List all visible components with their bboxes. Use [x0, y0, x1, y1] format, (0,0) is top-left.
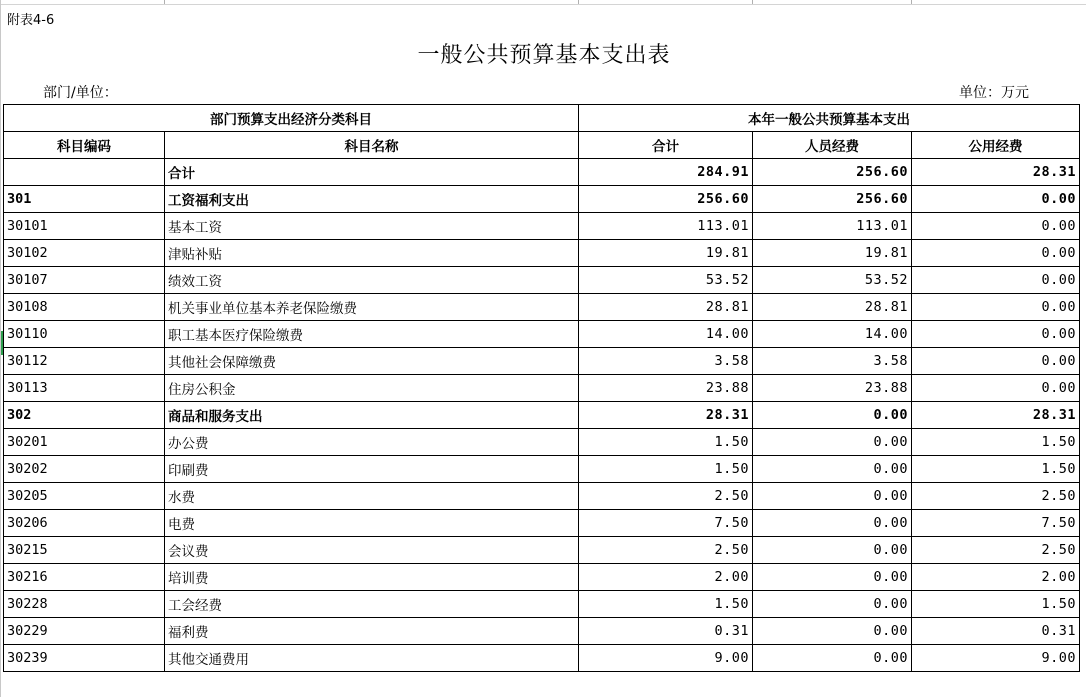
- column-divider: [164, 0, 165, 4]
- table-row: [4, 267, 1080, 294]
- cell-total[interactable]: 2.00: [579, 564, 753, 591]
- cell-name[interactable]: 其他社会保障缴费: [165, 348, 579, 375]
- cell-total[interactable]: 28.81: [579, 294, 753, 321]
- cell-name[interactable]: 培训费: [165, 564, 579, 591]
- column-header-total[interactable]: 合计: [579, 132, 753, 159]
- cell-personnel[interactable]: 0.00: [753, 483, 912, 510]
- table-row: [4, 186, 1080, 213]
- column-divider: [578, 0, 579, 4]
- table-group-header-row: [4, 105, 1080, 132]
- cell-total[interactable]: 2.50: [579, 483, 753, 510]
- cell-total[interactable]: 23.88: [579, 375, 753, 402]
- cell-code[interactable]: 30202: [4, 456, 165, 483]
- cell-code[interactable]: 30216: [4, 564, 165, 591]
- cell-public[interactable]: 0.00: [912, 294, 1080, 321]
- cell-total[interactable]: 14.00: [579, 321, 753, 348]
- cell-public[interactable]: 7.50: [912, 510, 1080, 537]
- cell-code[interactable]: 301: [4, 186, 165, 213]
- cell-public[interactable]: 0.31: [912, 618, 1080, 645]
- column-header-personnel[interactable]: 人员经费: [753, 132, 912, 159]
- cell-code[interactable]: 30206: [4, 510, 165, 537]
- unit-label: 单位：万元: [959, 85, 1029, 101]
- cell-name[interactable]: 电费: [165, 510, 579, 537]
- cell-personnel[interactable]: 0.00: [753, 456, 912, 483]
- cell-code[interactable]: 30110: [4, 321, 165, 348]
- cell-public[interactable]: 1.50: [912, 456, 1080, 483]
- table-row: [4, 240, 1080, 267]
- table-row: [4, 456, 1080, 483]
- table-row: [4, 483, 1080, 510]
- cell-public[interactable]: 28.31: [912, 402, 1080, 429]
- cell-personnel[interactable]: 0.00: [753, 429, 912, 456]
- cell-name[interactable]: 办公费: [165, 429, 579, 456]
- cell-total[interactable]: 256.60: [579, 186, 753, 213]
- cell-name[interactable]: 商品和服务支出: [165, 402, 579, 429]
- attachment-label: 附表4-6: [7, 13, 55, 28]
- cell-name[interactable]: 会议费: [165, 537, 579, 564]
- cell-public[interactable]: 0.00: [912, 321, 1080, 348]
- cell-public[interactable]: 0.00: [912, 240, 1080, 267]
- table-row: [4, 564, 1080, 591]
- cell-public[interactable]: 28.31: [912, 159, 1080, 186]
- cell-personnel[interactable]: 113.01: [753, 213, 912, 240]
- cell-public[interactable]: 0.00: [912, 213, 1080, 240]
- cell-personnel[interactable]: 0.00: [753, 618, 912, 645]
- cell-code[interactable]: 30102: [4, 240, 165, 267]
- cell-personnel[interactable]: 256.60: [753, 186, 912, 213]
- table-row: [4, 348, 1080, 375]
- budget-table: [3, 104, 1080, 672]
- cell-total[interactable]: 284.91: [579, 159, 753, 186]
- cell-personnel[interactable]: 53.52: [753, 267, 912, 294]
- cell-name[interactable]: 工会经费: [165, 591, 579, 618]
- cell-name[interactable]: 机关事业单位基本养老保险缴费: [165, 294, 579, 321]
- cell-public[interactable]: 1.50: [912, 591, 1080, 618]
- cell-public[interactable]: 2.50: [912, 537, 1080, 564]
- cell-code[interactable]: 30205: [4, 483, 165, 510]
- table-row: [4, 618, 1080, 645]
- column-header-code[interactable]: 科目编码: [4, 132, 165, 159]
- table-row: [4, 375, 1080, 402]
- cell-personnel[interactable]: 0.00: [753, 591, 912, 618]
- cell-public[interactable]: 2.50: [912, 483, 1080, 510]
- cell-public[interactable]: 2.00: [912, 564, 1080, 591]
- cell-total[interactable]: 0.31: [579, 618, 753, 645]
- cell-name[interactable]: 其他交通费用: [165, 645, 579, 672]
- table-row: [4, 645, 1080, 672]
- table-row: [4, 510, 1080, 537]
- cell-public[interactable]: 0.00: [912, 267, 1080, 294]
- cell-total[interactable]: 7.50: [579, 510, 753, 537]
- cell-total[interactable]: 28.31: [579, 402, 753, 429]
- cell-personnel[interactable]: 0.00: [753, 564, 912, 591]
- group-header-basic-expenditure[interactable]: 本年一般公共预算基本支出: [579, 105, 1080, 132]
- cell-code[interactable]: 30239: [4, 645, 165, 672]
- table-row: [4, 402, 1080, 429]
- table-row: [4, 537, 1080, 564]
- cell-code[interactable]: 30108: [4, 294, 165, 321]
- column-header-name[interactable]: 科目名称: [165, 132, 579, 159]
- cell-total[interactable]: 1.50: [579, 429, 753, 456]
- cell-public[interactable]: 0.00: [912, 375, 1080, 402]
- cell-total[interactable]: 53.52: [579, 267, 753, 294]
- cell-code[interactable]: 30101: [4, 213, 165, 240]
- cell-name[interactable]: 水费: [165, 483, 579, 510]
- cell-code[interactable]: 30201: [4, 429, 165, 456]
- cell-public[interactable]: 1.50: [912, 429, 1080, 456]
- page-title: 一般公共预算基本支出表: [417, 43, 671, 68]
- cell-total[interactable]: 3.58: [579, 348, 753, 375]
- cell-name[interactable]: 工资福利支出: [165, 186, 579, 213]
- table-column-header-row: [4, 132, 1080, 159]
- cell-personnel[interactable]: 0.00: [753, 510, 912, 537]
- cell-name[interactable]: 住房公积金: [165, 375, 579, 402]
- cell-personnel[interactable]: 0.00: [753, 537, 912, 564]
- column-header-public[interactable]: 公用经费: [912, 132, 1080, 159]
- cell-personnel[interactable]: 23.88: [753, 375, 912, 402]
- cell-code[interactable]: 30113: [4, 375, 165, 402]
- group-header-classification[interactable]: 部门预算支出经济分类科目: [4, 105, 579, 132]
- cell-code[interactable]: 30107: [4, 267, 165, 294]
- cell-name[interactable]: 基本工资: [165, 213, 579, 240]
- cell-total[interactable]: 113.01: [579, 213, 753, 240]
- cell-code[interactable]: 302: [4, 402, 165, 429]
- table-row: [4, 429, 1080, 456]
- cell-total[interactable]: 9.00: [579, 645, 753, 672]
- table-row: [4, 294, 1080, 321]
- cell-code[interactable]: 30229: [4, 618, 165, 645]
- column-divider: [911, 0, 912, 4]
- cell-code[interactable]: [4, 159, 165, 186]
- cell-public[interactable]: 9.00: [912, 645, 1080, 672]
- column-divider: [752, 0, 753, 4]
- table-row: [4, 159, 1080, 186]
- cell-name[interactable]: 印刷费: [165, 456, 579, 483]
- cell-personnel[interactable]: 3.58: [753, 348, 912, 375]
- cell-code[interactable]: 30112: [4, 348, 165, 375]
- table-row: [4, 321, 1080, 348]
- cell-personnel[interactable]: 28.81: [753, 294, 912, 321]
- cell-name[interactable]: 绩效工资: [165, 267, 579, 294]
- cell-name[interactable]: 职工基本医疗保险缴费: [165, 321, 579, 348]
- cell-total[interactable]: 1.50: [579, 456, 753, 483]
- cell-total[interactable]: 1.50: [579, 591, 753, 618]
- cell-public[interactable]: 0.00: [912, 348, 1080, 375]
- table-row: [4, 213, 1080, 240]
- cell-personnel[interactable]: 0.00: [753, 645, 912, 672]
- cell-name[interactable]: 福利费: [165, 618, 579, 645]
- cell-personnel[interactable]: 256.60: [753, 159, 912, 186]
- cell-personnel[interactable]: 14.00: [753, 321, 912, 348]
- cell-total[interactable]: 2.50: [579, 537, 753, 564]
- department-label: 部门/单位：: [43, 85, 118, 101]
- cell-public[interactable]: 0.00: [912, 186, 1080, 213]
- column-header-strip: [1, 0, 1086, 5]
- cell-code[interactable]: 30215: [4, 537, 165, 564]
- cell-code[interactable]: 30228: [4, 591, 165, 618]
- table-row: [4, 591, 1080, 618]
- cell-name[interactable]: 津贴补贴: [165, 240, 579, 267]
- cell-total[interactable]: 19.81: [579, 240, 753, 267]
- cell-name[interactable]: 合计: [165, 159, 579, 186]
- cell-personnel[interactable]: 19.81: [753, 240, 912, 267]
- cell-personnel[interactable]: 0.00: [753, 402, 912, 429]
